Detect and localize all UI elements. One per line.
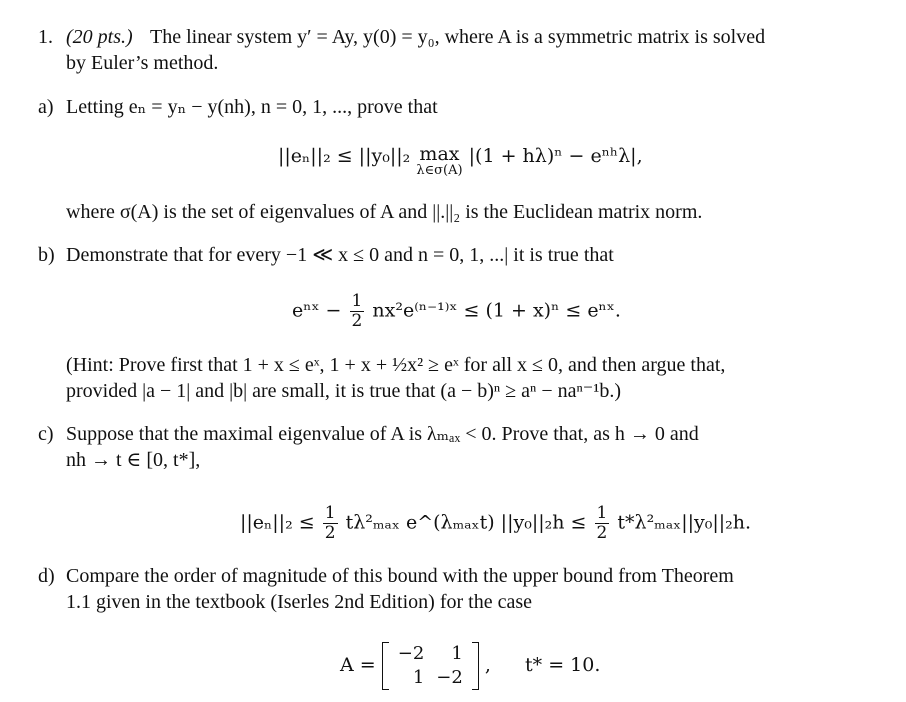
part-a-equation — [278, 144, 643, 178]
part-b-eq-left: eⁿˣ − — [292, 299, 342, 322]
fraction-half-2 — [595, 504, 610, 543]
part-b-eq-mid: nx²e⁽ⁿ⁻¹⁾ˣ ≤ (1 + x)ⁿ ≤ eⁿˣ. — [372, 299, 621, 322]
part-d-eq-a: A = — [340, 654, 376, 676]
part-d-text-line1: Compare the order of magnitude of this bound with the upper bound from Theorem — [66, 565, 734, 587]
part-c-text-line1: Suppose that the maximal eigenvalue of A is λₘₐₓ < 0. Prove that, as h → 0 and — [66, 423, 699, 445]
part-b-equation — [292, 292, 621, 331]
part-d-eq-comma: , — [484, 654, 491, 676]
fraction-half — [350, 292, 365, 331]
part-c-eq-c: t*λ²ₘₐₓ||y₀||₂h. — [617, 511, 752, 534]
part-c-label: c) — [38, 423, 54, 445]
part-b-label: b) — [38, 244, 55, 266]
part-c-text-line2: nh → t ∈ [0, t*], — [66, 449, 201, 471]
part-d-equation — [340, 642, 600, 690]
matrix-A — [382, 642, 479, 690]
max-subscript: λ∈σ(A) — [416, 163, 463, 178]
part-a-where: where σ(A) is the set of eigenvalues of A and ||.||₂ is the Euclidean matrix norm. — [66, 201, 703, 223]
matrix-cell: −2 — [436, 667, 463, 688]
part-c-eq-a: ||eₙ||₂ ≤ — [240, 511, 315, 534]
part-a-label: a) — [38, 96, 54, 118]
part-b-hint-line2: provided |a − 1| and |b| are small, it is true that (a − b)ⁿ ≥ aⁿ − naⁿ⁻¹b.) — [66, 380, 622, 402]
fraction-numerator: 1 — [351, 291, 363, 311]
matrix-cell: 1 — [451, 643, 463, 664]
part-a-eq-lhs: ||eₙ||₂ ≤ ||y₀||₂ — [278, 145, 411, 167]
part-d-label: d) — [38, 565, 55, 587]
problem-number: 1. — [38, 26, 53, 48]
part-d-eq-t: t* = 10. — [525, 654, 601, 676]
part-b-text: Demonstrate that for every −1 ≪ x ≤ 0 and n = 0, 1, ...| it is true that — [66, 244, 614, 266]
part-b-hint-line1: (Hint: Prove first that 1 + x ≤ eˣ, 1 + x + ½x² ≥ eˣ for all x ≤ 0, and then argue that, — [66, 354, 726, 376]
fraction-denominator: 2 — [351, 311, 363, 331]
part-a-eq-rhs: |(1 + hλ)ⁿ − eⁿʰλ|, — [468, 145, 643, 167]
fraction-numerator: 1 — [324, 503, 336, 523]
fraction-denominator: 2 — [596, 523, 608, 543]
fraction-numerator: 1 — [596, 503, 608, 523]
problem-points: (20 pts.) — [66, 26, 133, 48]
max-operator — [416, 144, 462, 178]
part-a-text: Letting eₙ = yₙ − y(nh), n = 0, 1, ..., prove that — [66, 96, 438, 118]
part-c-eq-b: tλ²ₘₐₓ e^(λₘₐₓt) ||y₀||₂h ≤ — [345, 511, 587, 534]
problem-intro-line2: by Euler’s method. — [66, 52, 219, 74]
part-c-equation — [240, 504, 751, 543]
fraction-denominator: 2 — [324, 523, 336, 543]
fraction-half-1 — [323, 504, 338, 543]
matrix-cell: 1 — [412, 667, 425, 688]
problem-intro: The linear system y′ = Ay, y(0) = y₀, where A is a symmetric matrix is solved — [150, 26, 766, 48]
max-word: max — [419, 143, 460, 165]
part-d-text-line2: 1.1 given in the textbook (Iserles 2nd Edition) for the case — [66, 591, 532, 613]
matrix-cell: −2 — [397, 643, 425, 664]
